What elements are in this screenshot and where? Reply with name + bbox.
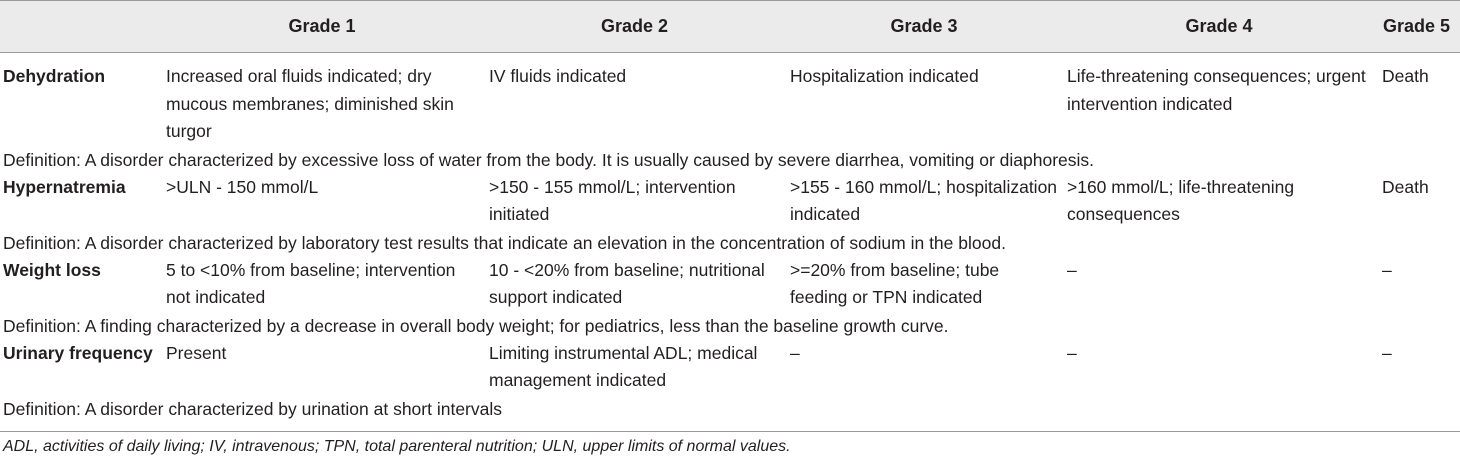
definition-row [0,395,1460,432]
term-cell: Weight loss [3,259,101,280]
definition-cell: Definition: A disorder characterized by laboratory test results that indicate an elevation in the concentration of sodium in the blood. [3,232,1006,253]
grade-1-cell: Increased oral fluids indicated; dry mucous membranes; diminished skin turgor [166,66,454,141]
term-cell: Urinary frequency [3,342,153,363]
table-row [0,257,1460,312]
grade-2-cell: >150 - 155 mmol/L; intervention initiated [489,176,736,224]
header-row [0,1,1460,53]
grade-2-cell: IV fluids indicated [489,66,627,86]
grade-4-cell: >160 mmol/L; life-threatening consequences [1067,176,1295,224]
header-term [0,1,160,53]
grade-5-cell: – [1382,342,1392,363]
grade-3-cell: >=20% from baseline; tube feeding or TPN indicated [790,259,1000,307]
definition-cell: Definition: A finding characterized by a decrease in overall body weight; for pediatrics, less than the baseline growth curve. [3,315,949,336]
table-body [0,53,1460,432]
grade-5-cell: Death [1382,176,1429,197]
grade-2-cell: Limiting instrumental ADL; medical management indicated [489,342,758,390]
term-cell: Dehydration [3,66,106,86]
header-grade-4: Grade 4 [1063,1,1375,53]
grade-4-cell: Life-threatening consequences; urgent intervention indicated [1067,66,1366,114]
table-header [0,1,1460,53]
grade-1-cell: >ULN - 150 mmol/L [166,176,319,197]
grade-4-cell: – [1067,342,1077,363]
header-grade-1: Grade 1 [160,1,484,53]
definition-cell: Definition: A disorder characterized by excessive loss of water from the body. It is usually caused by severe diarrhea, vomiting or diaphoresis. [3,149,1095,170]
header-grade-3: Grade 3 [785,1,1063,53]
grade-1-cell: 5 to <10% from baseline; intervention not indicated [166,259,456,307]
grade-1-cell: Present [166,342,227,363]
definition-row [0,312,1460,340]
term-cell: Hypernatremia [3,176,126,197]
table-row [0,340,1460,395]
definition-row [0,229,1460,257]
grade-5-cell: – [1382,259,1392,280]
definition-cell: Definition: A disorder characterized by urination at short intervals [0,395,1460,432]
table-footnote: ADL, activities of daily living; IV, intravenous; TPN, total parenteral nutrition; ULN, upper limits of normal values. [3,438,791,455]
grade-3-cell: – [790,342,800,363]
header-grade-5: Grade 5 [1375,1,1460,53]
table-row [0,53,1460,146]
grade-3-cell: Hospitalization indicated [790,66,979,86]
grade-4-cell: – [1067,259,1077,280]
grade-3-cell: >155 - 160 mmol/L; hospitalization indicated [790,176,1058,224]
grade-5-cell: Death [1382,66,1429,86]
grade-2-cell: 10 - <20% from baseline; nutritional support indicated [489,259,765,307]
header-grade-2: Grade 2 [484,1,785,53]
table-row [0,174,1460,229]
definition-row [0,146,1460,174]
